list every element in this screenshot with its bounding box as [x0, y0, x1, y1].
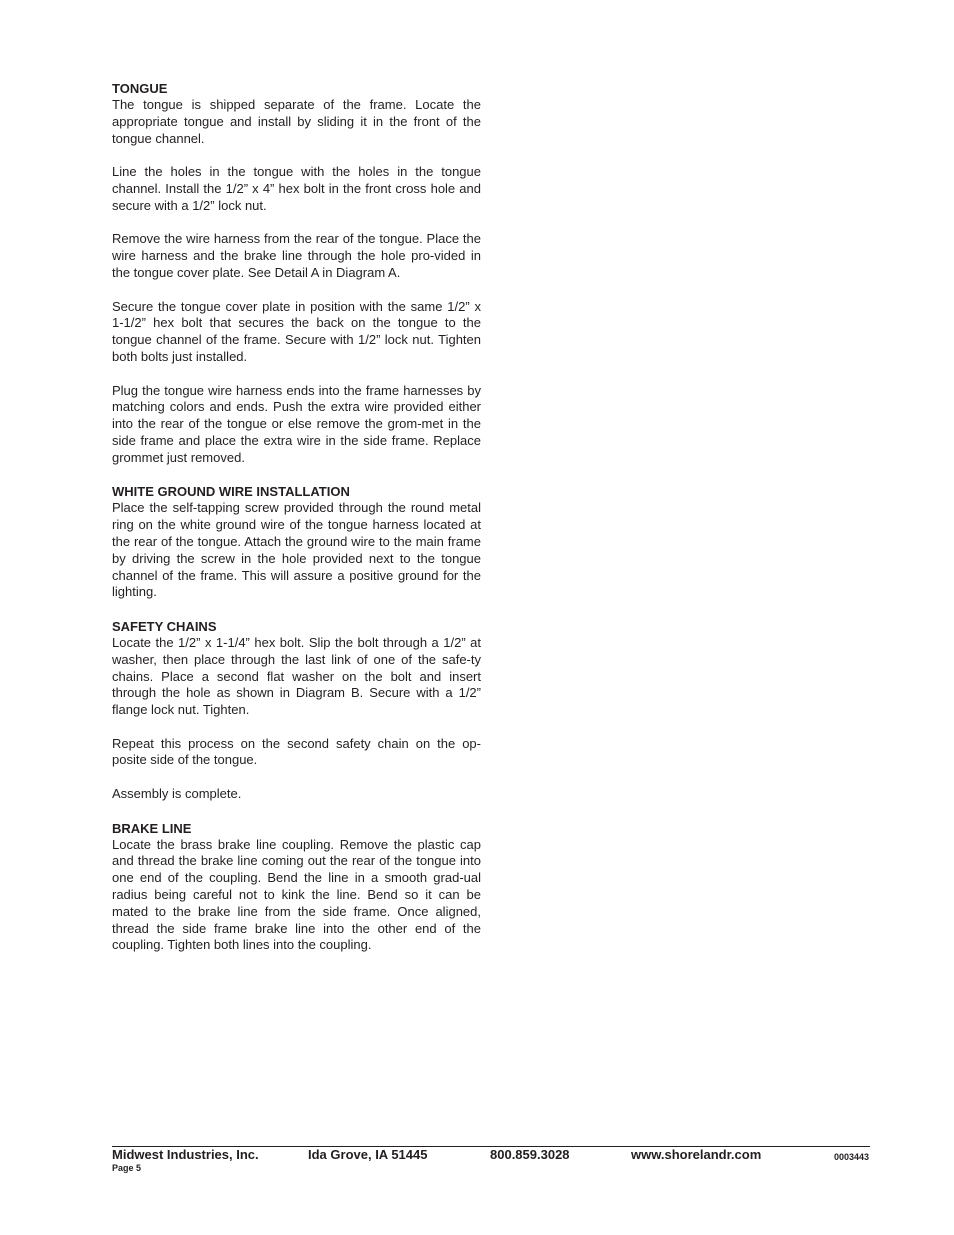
paragraph: Line the holes in the tongue with the holes in the tongue channel. Install the 1/2” x 4” hex bolt in the front cross hole and secure with a 1/2” lock nut.: [112, 164, 481, 213]
section-heading: TONGUE: [112, 81, 168, 96]
section-safety-chains: [112, 618, 481, 803]
text-column: [112, 80, 481, 971]
footer-website: www.shorelandr.com: [631, 1147, 762, 1162]
paragraph: Assembly is complete.: [112, 786, 242, 802]
footer-phone: 800.859.3028: [490, 1147, 570, 1162]
paragraph: Locate the 1/2” x 1-1/4” hex bolt. Slip the bolt through a 1/2” at washer, then place through the last link of one of the safe-ty chains. Place a second flat washer on the bolt and insert through the hole as shown in Diagram B. Secure with a 1/2” flange lock nut. Tighten.: [112, 634, 481, 718]
paragraph: The tongue is shipped separate of the frame. Locate the appropriate tongue and install by sliding it in the front of the tongue channel.: [112, 97, 481, 146]
page-number: Page 5: [112, 1163, 142, 1173]
section-brake-line: [112, 820, 481, 955]
section-white-ground-wire: [112, 483, 481, 601]
paragraph: Remove the wire harness from the rear of the tongue. Place the wire harness and the brake line through the hole pro-vided in the tongue cover plate. See Detail A in Diagram A.: [112, 231, 481, 280]
footer-company: Midwest Industries, Inc.: [112, 1147, 259, 1162]
paragraph: Place the self-tapping screw provided through the round metal ring on the white ground wire of the tongue harness located at the rear of the tongue. Attach the ground wire to the main frame by driving the screw in the hole provided next to the tongue channel of the frame. This will assure a positive ground for the lighting.: [112, 500, 481, 600]
paragraph: Secure the tongue cover plate in position with the same 1/2” x 1-1/2” hex bolt that secures the back on the tongue to the tongue channel of the frame. Secure with 1/2” lock nut. Tighten both bolts just installed.: [112, 298, 481, 364]
section-heading: BRAKE LINE: [112, 820, 192, 836]
section-heading: SAFETY CHAINS: [112, 618, 217, 634]
section-heading: WHITE GROUND WIRE INSTALLATION: [112, 484, 350, 500]
section-tongue: [112, 80, 481, 467]
footer-doc-number: 0003443: [834, 1152, 870, 1162]
footer-location: Ida Grove, IA 51445: [308, 1147, 428, 1162]
paragraph: Locate the brass brake line coupling. Remove the plastic cap and thread the brake line coming out the rear of the tongue into one end of the coupling. Bend the line in a smooth grad-ual radius being careful not to kink the line. Bend so it can be mated to the brake line from the side frame. Once aligned, thread the side frame brake line into the other end of the coupling. Tighten both lines into the coupling.: [112, 836, 481, 953]
paragraph: Repeat this process on the second safety chain on the op-posite side of the tongue.: [112, 735, 481, 768]
paragraph: Plug the tongue wire harness ends into the frame harnesses by matching colors and ends. Push the extra wire provided either into the rear of the tongue or else remove the grom-met in the side frame and place the extra wire in the side frame. Replace grommet just removed.: [112, 382, 481, 465]
